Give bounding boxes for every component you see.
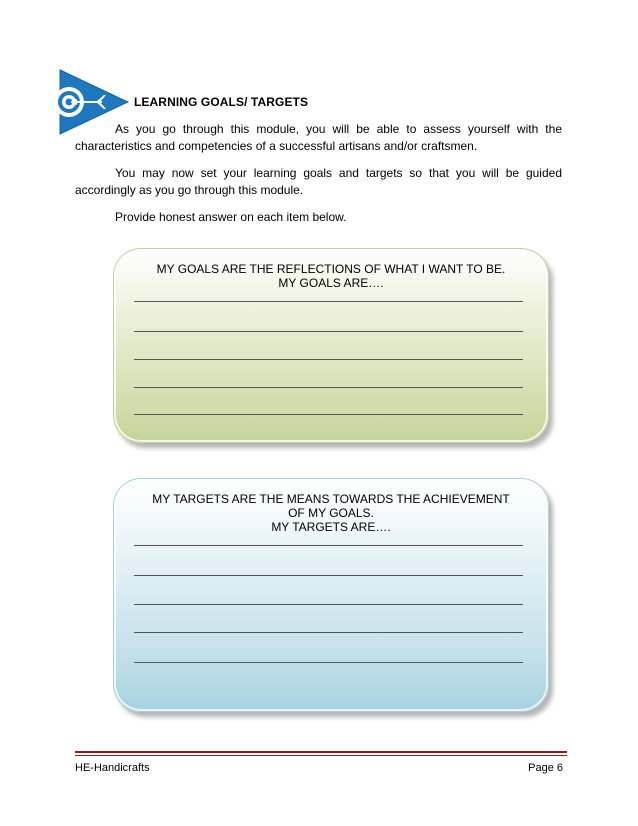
targets-answer-line[interactable] <box>134 604 523 605</box>
section-heading: LEARNING GOALS/ TARGETS <box>134 95 309 109</box>
footer-divider-thin <box>75 755 567 756</box>
footer-page-number: Page 6 <box>528 762 563 774</box>
prompt-paragraph-text: Provide honest answer on each item below. <box>115 210 347 224</box>
goals-answer-line[interactable] <box>134 301 523 302</box>
prompt-paragraph <box>75 209 562 226</box>
targets-answer-line[interactable] <box>134 662 523 663</box>
goals-box-title: MY GOALS ARE THE REFLECTIONS OF WHAT I WANT TO BE. <box>156 262 506 276</box>
targets-answer-line[interactable] <box>134 575 523 576</box>
footer-module-name: HE-Handicrafts <box>75 762 150 774</box>
targets-answer-line[interactable] <box>134 545 523 546</box>
goals-answer-line[interactable] <box>134 387 523 388</box>
goals-answer-line[interactable] <box>134 414 523 415</box>
footer-divider <box>75 751 567 753</box>
goals-answer-line[interactable] <box>134 359 523 360</box>
goals-box <box>113 248 549 443</box>
targets-box-title: MY TARGETS ARE THE MEANS TOWARDS THE ACHIEVEMENT <box>152 492 510 506</box>
targets-box <box>113 478 549 712</box>
targets-answer-line[interactable] <box>134 632 523 633</box>
goals-box-subtitle: MY GOALS ARE…. <box>278 276 384 290</box>
targets-box-subtitle: MY TARGETS ARE…. <box>271 520 391 534</box>
intro-paragraph-text: As you go through this module, you will be able to assess yourself with the characteristics and competencies of a successful artisans and/or craftsmen. <box>75 122 562 153</box>
instruction-paragraph-text: You may now set your learning goals and targets so that you will be guided accordingly as you go through this module. <box>75 166 562 197</box>
targets-box-title-line2: OF MY GOALS. <box>288 506 374 520</box>
intro-paragraph <box>75 121 562 155</box>
goals-answer-line[interactable] <box>134 331 523 332</box>
instruction-paragraph <box>75 165 562 199</box>
